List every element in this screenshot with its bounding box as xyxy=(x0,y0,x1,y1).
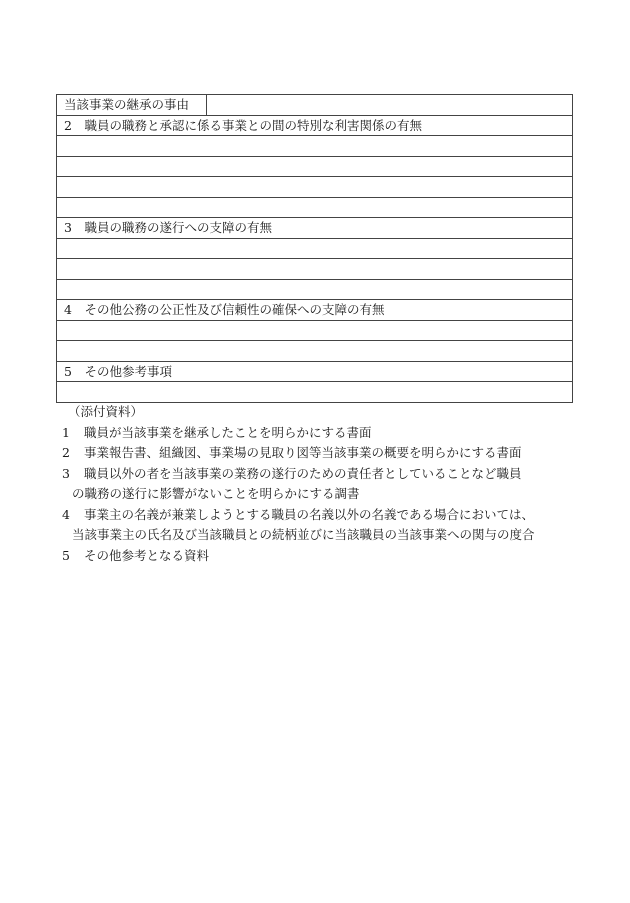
attachment-item xyxy=(62,443,577,464)
attachment-item xyxy=(62,464,577,485)
attachment-number: 4 xyxy=(62,506,70,522)
section-2-line xyxy=(57,156,573,177)
attachment-number: 5 xyxy=(62,547,70,563)
attachment-text: 職員以外の者を当該事業の業務の遂行のための責任者としていることなど職員 xyxy=(84,465,522,481)
attachment-number: 3 xyxy=(62,465,70,481)
section-4-title: 4 その他公務の公正性及び信頼性の確保への支障の有無 xyxy=(57,300,573,321)
succession-reason-field[interactable] xyxy=(207,95,573,116)
attachment-item xyxy=(62,423,577,444)
section-3-line-field[interactable] xyxy=(57,238,573,259)
section-3-line xyxy=(57,238,573,259)
section-2-line-field[interactable] xyxy=(57,136,573,157)
attachment-text: 職員が当該事業を継承したことを明らかにする書面 xyxy=(84,424,372,440)
section-2-line-field[interactable] xyxy=(57,156,573,177)
attachment-number: 2 xyxy=(62,445,70,460)
attachment-item xyxy=(62,546,577,567)
section-2-line-field[interactable] xyxy=(57,177,573,198)
attachments-title: （添付資料） xyxy=(68,404,144,419)
section-2-title: 2 職員の職務と承認に係る事業との間の特別な利害関係の有無 xyxy=(57,115,573,136)
section-4-header-row xyxy=(57,300,573,321)
section-2-line-field[interactable] xyxy=(57,197,573,218)
attachment-text-continuation: の職務の遂行に影響がないことを明らかにする調書 xyxy=(72,486,360,501)
attachment-number: 1 xyxy=(62,424,70,440)
section-4-line xyxy=(57,341,573,362)
succession-reason-row xyxy=(57,95,573,116)
section-4-line-field[interactable] xyxy=(57,320,573,341)
attachment-text: 事業主の名義が兼業しようとする職員の名義以外の名義である場合においては、 xyxy=(84,506,535,522)
section-3-line-field[interactable] xyxy=(57,259,573,280)
section-2-line xyxy=(57,197,573,218)
section-5-header-row xyxy=(57,361,573,382)
section-5-line xyxy=(57,382,573,403)
succession-reason-label: 当該事業の継承の事由 xyxy=(57,95,207,116)
section-2-header-row xyxy=(57,115,573,136)
section-3-line-field[interactable] xyxy=(57,279,573,300)
section-4-line-field[interactable] xyxy=(57,341,573,362)
approval-form-table xyxy=(56,94,573,403)
section-2-line xyxy=(57,136,573,157)
attachment-text: 事業報告書、組織図、事業場の見取り図等当該事業の概要を明らかにする書面 xyxy=(84,445,522,460)
attachment-text: その他参考となる資料 xyxy=(84,547,210,563)
section-3-line xyxy=(57,279,573,300)
section-3-header-row xyxy=(57,218,573,239)
section-2-line xyxy=(57,177,573,198)
section-3-title: 3 職員の職務の遂行への支障の有無 xyxy=(57,218,573,239)
attachments-section xyxy=(62,402,577,566)
section-3-line xyxy=(57,259,573,280)
section-5-line-field[interactable] xyxy=(57,382,573,403)
section-4-line xyxy=(57,320,573,341)
attachment-item xyxy=(62,505,577,526)
attachment-text-continuation: 当該事業主の氏名及び当該職員との続柄並びに当該職員の当該事業への関与の度合 xyxy=(72,527,535,542)
section-5-title: 5 その他参考事項 xyxy=(57,361,573,382)
